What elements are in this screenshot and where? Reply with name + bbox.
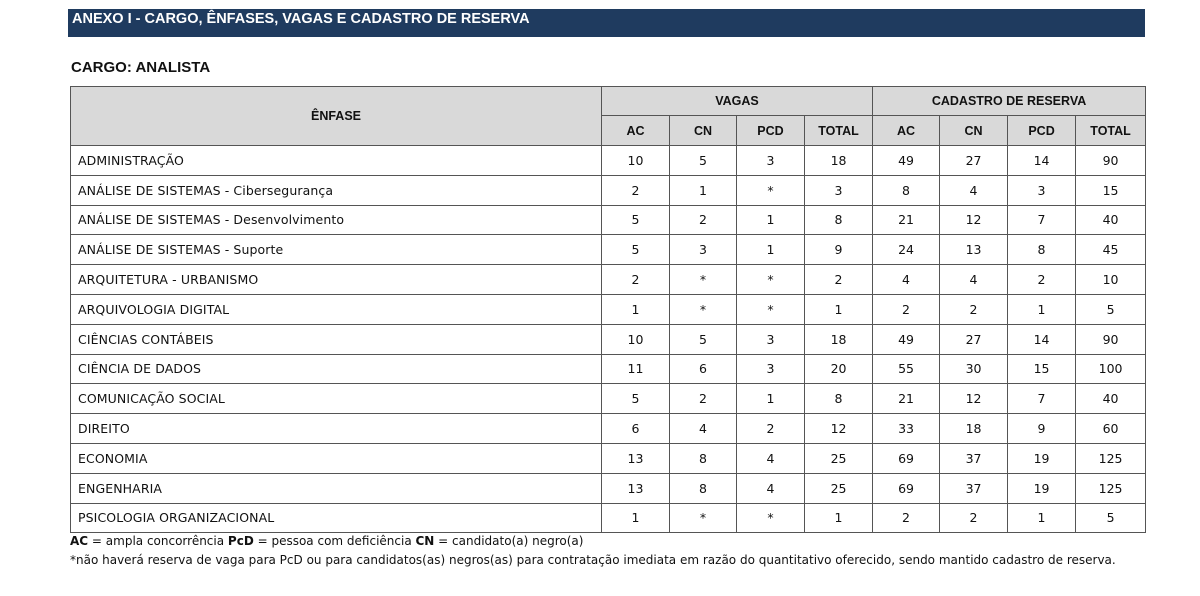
enfase-cell: ANÁLISE DE SISTEMAS - Cibersegurança (71, 175, 602, 205)
header-vagas-pcd: PCD (737, 116, 805, 146)
value-cell: 40 (1076, 205, 1146, 235)
value-cell: 5 (670, 146, 737, 176)
value-cell: 1 (805, 294, 873, 324)
value-cell: 10 (602, 324, 670, 354)
value-cell: 13 (940, 235, 1008, 265)
value-cell: 3 (805, 175, 873, 205)
value-cell: 18 (805, 146, 873, 176)
value-cell: 4 (940, 175, 1008, 205)
enfase-cell: ANÁLISE DE SISTEMAS - Desenvolvimento (71, 205, 602, 235)
table-row (71, 294, 1146, 324)
value-cell: 14 (1008, 146, 1076, 176)
table-row (71, 235, 1146, 265)
enfase-cell: ARQUITETURA - URBANISMO (71, 265, 602, 295)
header-enfase: ÊNFASE (71, 87, 602, 146)
value-cell: 1 (737, 235, 805, 265)
value-cell: 1 (737, 384, 805, 414)
header-cadastro-cn: CN (940, 116, 1008, 146)
value-cell: 45 (1076, 235, 1146, 265)
value-cell: 7 (1008, 205, 1076, 235)
value-cell: 8 (873, 175, 940, 205)
value-cell: 9 (805, 235, 873, 265)
legend-ac-abbr: AC (70, 534, 89, 548)
legend-ac-text: = ampla concorrência (88, 534, 228, 548)
value-cell: * (737, 265, 805, 295)
header-vagas-cn: CN (670, 116, 737, 146)
value-cell: 20 (805, 354, 873, 384)
value-cell: * (670, 503, 737, 533)
value-cell: 69 (873, 443, 940, 473)
header-cadastro-ac: AC (873, 116, 940, 146)
legend-cn-abbr: CN (415, 534, 435, 548)
enfase-cell: PSICOLOGIA ORGANIZACIONAL (71, 503, 602, 533)
value-cell: 4 (940, 265, 1008, 295)
value-cell: 33 (873, 414, 940, 444)
value-cell: 90 (1076, 324, 1146, 354)
value-cell: 4 (670, 414, 737, 444)
value-cell: 15 (1008, 354, 1076, 384)
value-cell: 49 (873, 146, 940, 176)
table-row (71, 324, 1146, 354)
enfase-cell: CIÊNCIAS CONTÁBEIS (71, 324, 602, 354)
value-cell: 30 (940, 354, 1008, 384)
value-cell: 2 (940, 294, 1008, 324)
table-row (71, 443, 1146, 473)
value-cell: 2 (940, 503, 1008, 533)
header-cadastro-total: TOTAL (1076, 116, 1146, 146)
value-cell: 10 (602, 146, 670, 176)
header-vagas-total: TOTAL (805, 116, 873, 146)
value-cell: 24 (873, 235, 940, 265)
enfase-cell: DIREITO (71, 414, 602, 444)
value-cell: 8 (805, 384, 873, 414)
value-cell: 55 (873, 354, 940, 384)
value-cell: 25 (805, 443, 873, 473)
value-cell: 1 (1008, 503, 1076, 533)
value-cell: 27 (940, 146, 1008, 176)
value-cell: 4 (737, 473, 805, 503)
value-cell: 7 (1008, 384, 1076, 414)
value-cell: 12 (940, 384, 1008, 414)
value-cell: 3 (737, 146, 805, 176)
value-cell: 4 (873, 265, 940, 295)
value-cell: * (737, 503, 805, 533)
value-cell: 5 (602, 235, 670, 265)
header-vagas: VAGAS (602, 87, 873, 116)
header-cadastro-pcd: PCD (1008, 116, 1076, 146)
value-cell: 2 (1008, 265, 1076, 295)
value-cell: 1 (602, 294, 670, 324)
value-cell: 5 (602, 205, 670, 235)
value-cell: 25 (805, 473, 873, 503)
table-row (71, 175, 1146, 205)
value-cell: 1 (805, 503, 873, 533)
value-cell: 18 (805, 324, 873, 354)
value-cell: 19 (1008, 443, 1076, 473)
legend-cn-text: = candidato(a) negro(a) (434, 534, 584, 548)
value-cell: 37 (940, 443, 1008, 473)
table-row (71, 414, 1146, 444)
table-row (71, 265, 1146, 295)
enfase-cell: ANÁLISE DE SISTEMAS - Suporte (71, 235, 602, 265)
enfase-cell: ECONOMIA (71, 443, 602, 473)
enfase-cell: ADMINISTRAÇÃO (71, 146, 602, 176)
value-cell: 90 (1076, 146, 1146, 176)
value-cell: 2 (670, 384, 737, 414)
value-cell: 3 (1008, 175, 1076, 205)
value-cell: * (737, 175, 805, 205)
header-cadastro-reserva: CADASTRO DE RESERVA (873, 87, 1146, 116)
value-cell: 15 (1076, 175, 1146, 205)
table-row (71, 503, 1146, 533)
annex-title: ANEXO I - CARGO, ÊNFASES, VAGAS E CADASTRO DE RESERVA (72, 11, 530, 27)
value-cell: 4 (737, 443, 805, 473)
value-cell: 10 (1076, 265, 1146, 295)
value-cell: 21 (873, 384, 940, 414)
value-cell: 8 (670, 443, 737, 473)
cargo-title: CARGO: ANALISTA (71, 59, 211, 76)
value-cell: 5 (1076, 294, 1146, 324)
enfase-cell: ARQUIVOLOGIA DIGITAL (71, 294, 602, 324)
enfase-cell: CIÊNCIA DE DADOS (71, 354, 602, 384)
table-body (71, 146, 1146, 533)
legend-pcd-abbr: PcD (227, 534, 254, 548)
value-cell: 13 (602, 443, 670, 473)
value-cell: * (670, 294, 737, 324)
value-cell: 2 (873, 503, 940, 533)
value-cell: 1 (670, 175, 737, 205)
value-cell: 60 (1076, 414, 1146, 444)
value-cell: 14 (1008, 324, 1076, 354)
value-cell: * (737, 294, 805, 324)
value-cell: 40 (1076, 384, 1146, 414)
vacancies-table (70, 86, 1146, 533)
reserve-note: *não haverá reserva de vaga para PcD ou para candidatos(as) negros(as) para contratação imediata em razão do quantitativo oferecido, sendo mantido cadastro de reserva. (70, 553, 1116, 567)
enfase-cell: COMUNICAÇÃO SOCIAL (71, 384, 602, 414)
header-row-groups (71, 87, 1146, 116)
legend-line (70, 532, 1160, 551)
value-cell: 12 (940, 205, 1008, 235)
value-cell: 2 (670, 205, 737, 235)
value-cell: 12 (805, 414, 873, 444)
table-row (71, 473, 1146, 503)
value-cell: 69 (873, 473, 940, 503)
annex-title-banner (68, 9, 1145, 37)
value-cell: 1 (737, 205, 805, 235)
value-cell: 2 (602, 265, 670, 295)
value-cell: 3 (670, 235, 737, 265)
value-cell: 5 (602, 384, 670, 414)
value-cell: 18 (940, 414, 1008, 444)
value-cell: 5 (670, 324, 737, 354)
value-cell: 8 (805, 205, 873, 235)
value-cell: 49 (873, 324, 940, 354)
table-row (71, 354, 1146, 384)
value-cell: * (670, 265, 737, 295)
value-cell: 2 (737, 414, 805, 444)
legend-pcd-text: = pessoa com deficiência (253, 534, 416, 548)
value-cell: 37 (940, 473, 1008, 503)
value-cell: 3 (737, 324, 805, 354)
value-cell: 125 (1076, 443, 1146, 473)
value-cell: 125 (1076, 473, 1146, 503)
enfase-cell: ENGENHARIA (71, 473, 602, 503)
value-cell: 2 (873, 294, 940, 324)
value-cell: 9 (1008, 414, 1076, 444)
value-cell: 1 (1008, 294, 1076, 324)
table-row (71, 384, 1146, 414)
table-row (71, 205, 1146, 235)
value-cell: 19 (1008, 473, 1076, 503)
value-cell: 13 (602, 473, 670, 503)
value-cell: 21 (873, 205, 940, 235)
value-cell: 3 (737, 354, 805, 384)
value-cell: 1 (602, 503, 670, 533)
value-cell: 5 (1076, 503, 1146, 533)
value-cell: 6 (602, 414, 670, 444)
value-cell: 8 (670, 473, 737, 503)
value-cell: 11 (602, 354, 670, 384)
footer-notes (70, 532, 1160, 570)
value-cell: 6 (670, 354, 737, 384)
header-vagas-ac: AC (602, 116, 670, 146)
value-cell: 100 (1076, 354, 1146, 384)
table-row (71, 146, 1146, 176)
value-cell: 27 (940, 324, 1008, 354)
value-cell: 2 (805, 265, 873, 295)
value-cell: 2 (602, 175, 670, 205)
value-cell: 8 (1008, 235, 1076, 265)
